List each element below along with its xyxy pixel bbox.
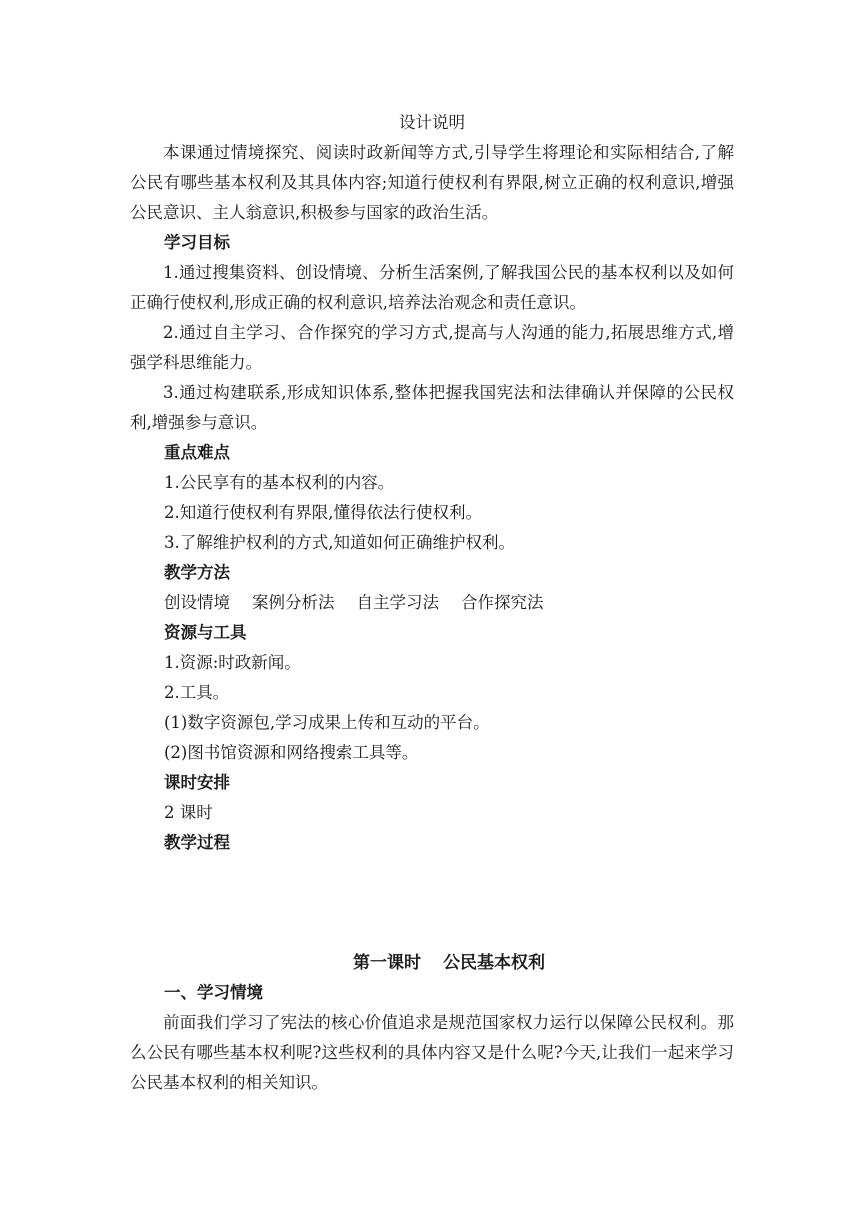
methods-list: [130, 588, 734, 618]
lesson-title: [130, 948, 734, 978]
design-title: 设计说明: [399, 113, 465, 132]
resource-item-3: (1)数字资源包,学习成果上传和互动的平台。: [164, 713, 490, 732]
key-point-1: 1.公民享有的基本权利的内容。: [164, 473, 395, 492]
key-point-3: 3.了解维护权利的方式,知道如何正确维护权利。: [164, 533, 515, 552]
resource-item-4: (2)图书馆资源和网络搜索工具等。: [164, 743, 419, 762]
schedule-heading: 课时安排: [164, 773, 230, 792]
process-heading: 教学过程: [164, 833, 230, 852]
goal-item-1: 1.通过搜集资料、创设情境、分析生活案例,了解我国公民的基本权利以及如何正确行使权利,形成正确的权利意识,培养法治观念和责任意识。: [130, 263, 734, 312]
document-page: [130, 108, 734, 1098]
key-point-2: 2.知道行使权利有界限,懂得依法行使权利。: [164, 503, 482, 522]
resource-item-1: 1.资源:时政新闻。: [164, 653, 301, 672]
lesson-label: 第一课时: [353, 953, 421, 973]
goal-item-3: 3.通过构建联系,形成知识体系,整体把握我国宪法和法律确认并保障的公民权利,增强参与意识。: [130, 383, 734, 432]
method-item: 创设情境: [164, 593, 230, 612]
method-item: 合作探究法: [461, 593, 544, 612]
goal-item-2: 2.通过自主学习、合作探究的学习方式,提高与人沟通的能力,拓展思维方式,增强学科思维能力。: [130, 323, 734, 372]
resources-heading: 资源与工具: [164, 623, 247, 642]
key-points-heading: 重点难点: [164, 443, 230, 462]
method-item: 自主学习法: [356, 593, 439, 612]
methods-heading: 教学方法: [164, 563, 230, 582]
intro-paragraph: 本课通过情境探究、阅读时政新闻等方式,引导学生将理论和实际相结合,了解公民有哪些基本权利及其具体内容;知道行使权利有界限,树立正确的权利意识,增强公民意识、主人翁意识,积极参与国家的政治生活。: [130, 143, 734, 222]
method-item: 案例分析法: [252, 593, 335, 612]
situation-heading: 一、学习情境: [164, 983, 263, 1002]
resource-item-2: 2.工具。: [164, 683, 230, 702]
schedule-value: 2 课时: [164, 803, 213, 822]
goals-heading: 学习目标: [164, 233, 230, 252]
lesson-name: 公民基本权利: [443, 953, 545, 973]
situation-paragraph: 前面我们学习了宪法的核心价值追求是规范国家权力运行以保障公民权利。那么公民有哪些基本权利呢?这些权利的具体内容又是什么呢?今天,让我们一起来学习公民基本权利的相关知识。: [130, 1013, 734, 1092]
